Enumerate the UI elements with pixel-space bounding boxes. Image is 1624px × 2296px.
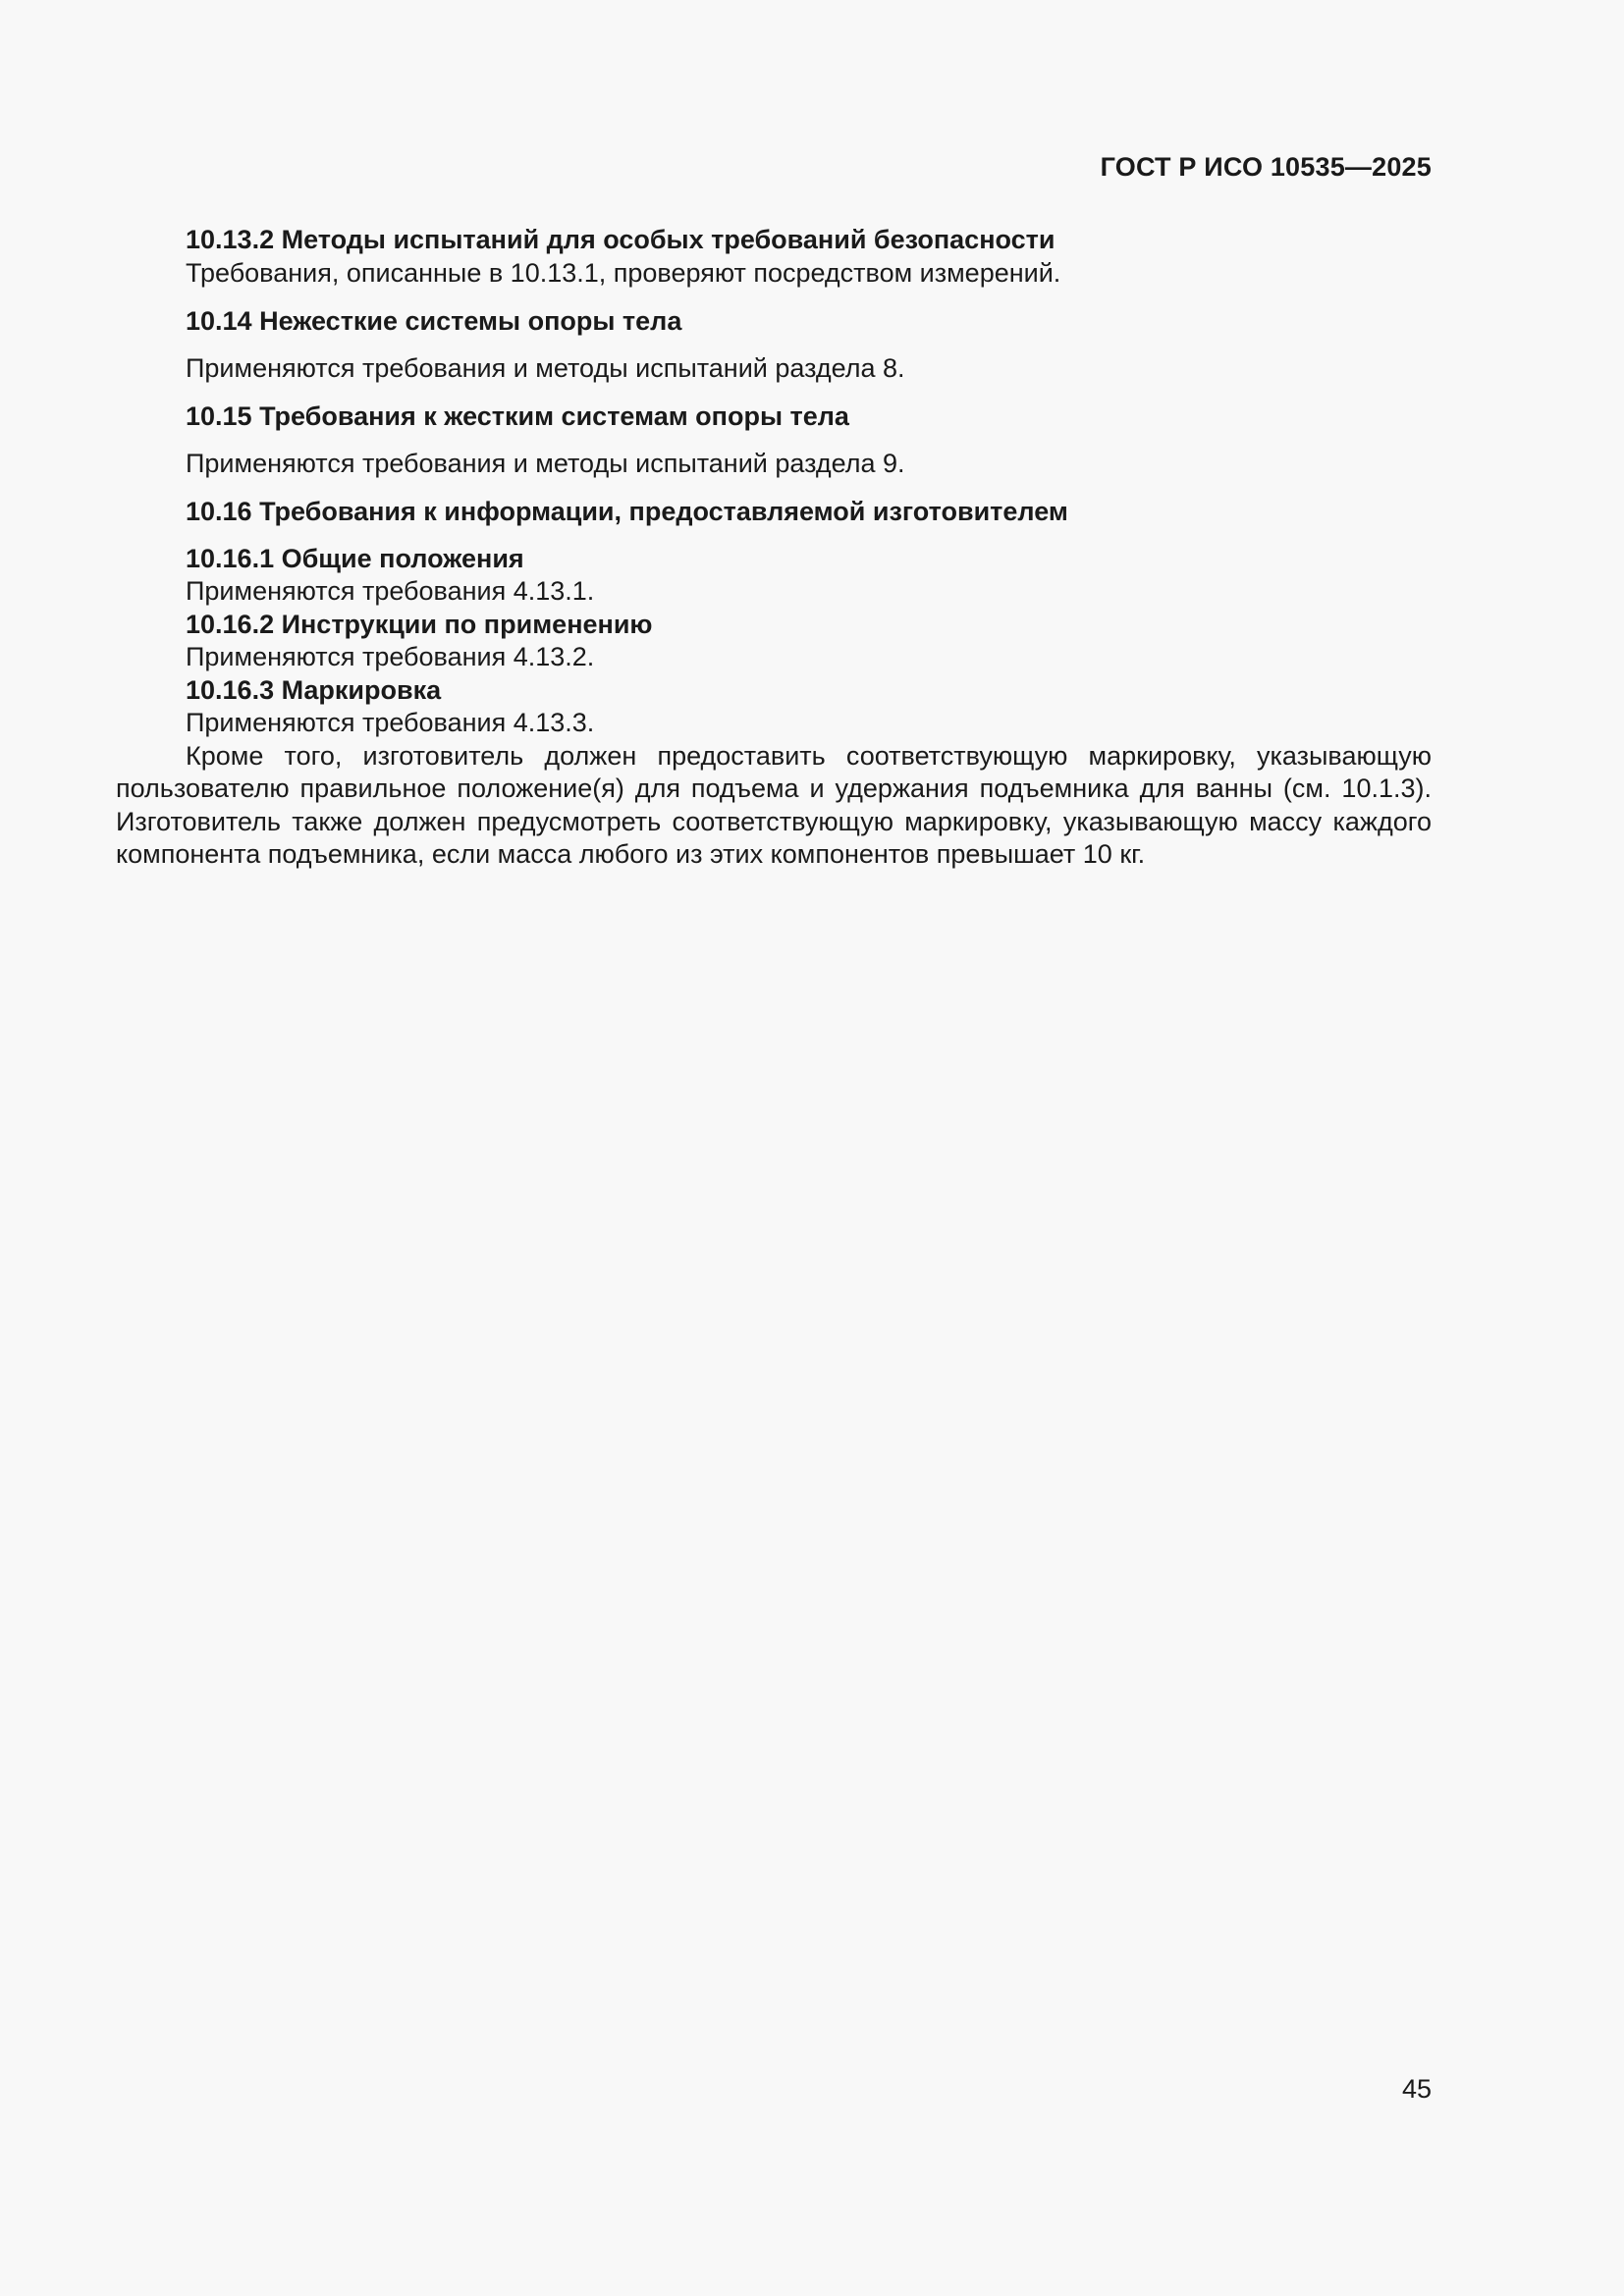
section-heading-10-16-1: 10.16.1 Общие положения <box>186 543 524 573</box>
section-heading-10-15: 10.15 Требования к жестким системам опоры тела <box>186 401 849 431</box>
section-paragraph-10-16-3: Кроме того, изготовитель должен предоставить соответствующую маркировку, указывающую пользователю правильное положение(я) для подъема и удержания подъемника для ванны (см. 10.1.3). Изготовитель также должен предусмотреть соответствующую маркировку, указывающую массу каждого компонента подъемника, если масса любого из этих компонентов превышает 10 кг. <box>116 740 1432 869</box>
section-heading-10-14: 10.14 Нежесткие системы опоры тела <box>186 306 682 336</box>
section-text-10-16-1: Применяются требования 4.13.1. <box>186 576 595 606</box>
section-text-10-16-3: Применяются требования 4.13.3. <box>186 708 595 737</box>
section-heading-10-16: 10.16 Требования к информации, предоставляемой изготовителем <box>186 497 1068 526</box>
document-header: ГОСТ Р ИСО 10535—2025 <box>1100 152 1432 182</box>
section-text-10-15: Применяются требования и методы испытаний раздела 9. <box>186 448 905 478</box>
section-heading-10-13-2: 10.13.2 Методы испытаний для особых требований безопасности <box>186 225 1056 254</box>
section-text-10-13-2: Требования, описанные в 10.13.1, проверяют посредством измерений. <box>186 257 1061 288</box>
section-text-10-14: Применяются требования и методы испытаний раздела 8. <box>186 352 905 383</box>
page-number: 45 <box>1401 2074 1432 2104</box>
document-body <box>116 224 1432 872</box>
section-text-10-16-2: Применяются требования 4.13.2. <box>186 642 595 671</box>
section-heading-10-16-3: 10.16.3 Маркировка <box>186 674 442 705</box>
section-heading-10-16-2: 10.16.2 Инструкции по применению <box>186 609 653 639</box>
